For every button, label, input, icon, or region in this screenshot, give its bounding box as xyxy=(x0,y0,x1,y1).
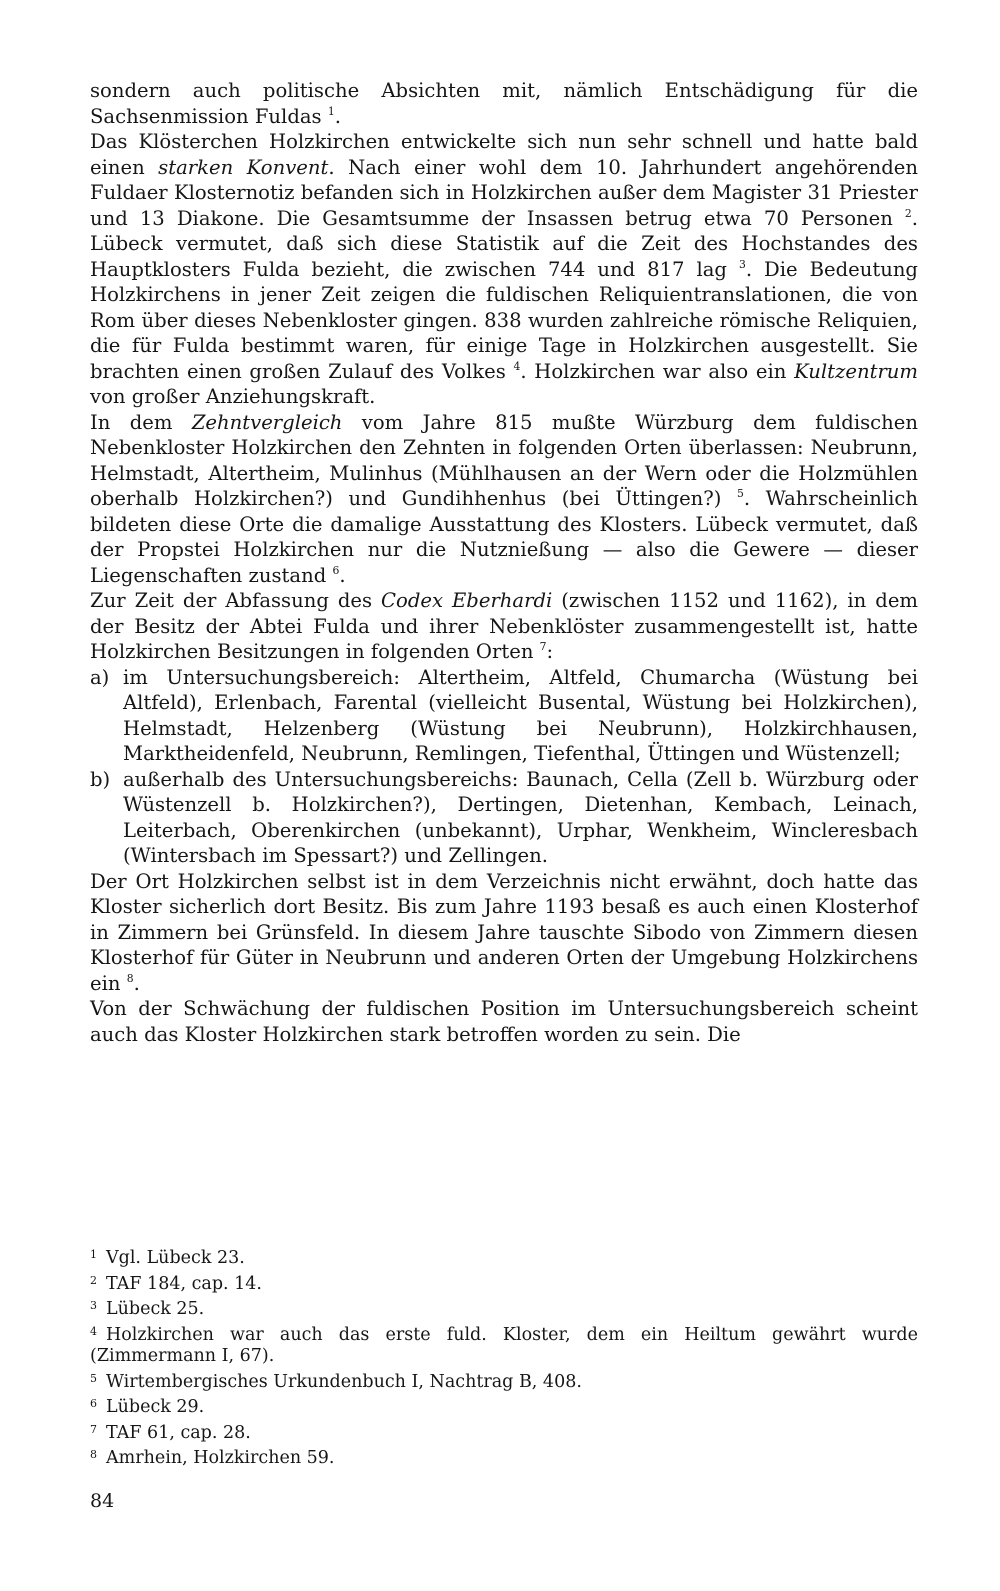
footnote-ref-5: 5 xyxy=(737,486,744,500)
footnote-text: TAF 184, cap. 14. xyxy=(106,1273,262,1294)
footnotes xyxy=(90,1244,918,1470)
list-marker: a) xyxy=(90,665,110,689)
paragraph-1: sondern auch politische Absichten mit, nämlich Entschädigung für die Sachsenmission Fuldas $^1$. xyxy=(90,79,918,128)
page-number: 84 xyxy=(90,1490,115,1512)
footnote-text: Holzkirchen war auch das erste fuld. Kloster, dem ein Heiltum gewährt wurde (Zimmermann I, 67). xyxy=(90,1324,918,1366)
footnote-number: 6 xyxy=(90,1397,97,1410)
footnote xyxy=(90,1368,918,1394)
list-item-text: im Untersuchungsbereich: Altertheim, Altfeld, Chumarcha (Wüstung bei Altfeld), Erlenbach, Farental (vielleicht Busental, Wüstung bei Holzkirchen), Helmstadt, Helzenberg (Wüstung bei Neubrunn), Holzkirchhausen, Marktheidenfeld, Neubrunn, Remlingen, Tiefenthal, Üttingen und Wüstenzell; xyxy=(123,665,918,765)
list-item xyxy=(90,767,918,869)
footnote-ref-7: 7 xyxy=(539,639,547,653)
footnote-text: TAF 61, cap. 28. xyxy=(106,1422,251,1443)
list-item xyxy=(90,665,918,767)
footnote-number: 7 xyxy=(90,1422,97,1436)
footnote xyxy=(90,1393,918,1419)
list-item-text: außerhalb des Untersuchungsbereichs: Baunach, Cella (Zell b. Würzburg oder Wüstenzell b. Holzkirchen?), Dertingen, Dietenhan, Kembach, Leinach, Leiterbach, Oberenkirchen (unbekannt), Urphar, Wenkheim, Wincleresbach (Wintersbach im Spessart?) und Zellingen. xyxy=(123,767,918,867)
footnote xyxy=(90,1444,918,1470)
footnote-ref-3: 3 xyxy=(738,257,746,271)
emphasis-kultzentrum: Kultzentrum xyxy=(794,359,919,383)
footnote-text: Amrhein, Holzkirchen 59. xyxy=(106,1448,335,1468)
paragraph-3: In dem Zehntvergleich vom Jahre 815 mußte Würzburg dem fuldischen Nebenkloster Holzkirchen den Zehnten in folgenden Orten überlassen: Neubrunn, Helmstadt, Altertheim, Mulinhus (Mühlhausen an der Wern oder die Holzmühlen oberhalb Holzkirchen?) und Gundihhenhus (bei Üttingen?) $^5$. Wahrscheinlich bildeten diese Orte die damalige Ausstattung des Klosters. Lübeck vermutet, daß der Propstei Holzkirchen nur die Nutznießung — also die Gewere — dieser Liegenschaften zustand $^6$. xyxy=(90,410,918,587)
footnote xyxy=(90,1244,918,1270)
footnote-ref-8: 8 xyxy=(126,971,134,985)
list-marker: b) xyxy=(90,767,111,791)
footnote xyxy=(90,1419,918,1445)
footnote-text: Lübeck 25. xyxy=(106,1299,205,1319)
emphasis-starken-konvent: starken Konvent xyxy=(158,155,329,179)
emphasis-codex-eberhardi: Codex Eberhardi xyxy=(381,589,553,612)
property-list xyxy=(90,665,918,869)
footnote xyxy=(90,1270,918,1296)
footnote xyxy=(90,1321,918,1368)
paragraph-4: Zur Zeit der Abfassung des Codex Eberhardi (zwischen 1152 und 1162), in dem der Besitz der Abtei Fulda und ihrer Nebenklöster zusammengestellt ist, hatte Holzkirchen Besitzungen in folgenden Orten $^7$: xyxy=(90,589,918,663)
document-page xyxy=(90,78,918,1558)
footnote-ref-4: 4 xyxy=(513,359,521,373)
footnote-number: 8 xyxy=(90,1448,97,1461)
paragraph-6: Von der Schwächung der fuldischen Position im Untersuchungsbereich scheint auch das Kloster Holzkirchen stark betroffen worden zu sein. Die xyxy=(90,997,918,1046)
paragraph-2: Das Klösterchen Holzkirchen entwickelte sich nun sehr schnell und hatte bald einen starken Konvent. Nach einer wohl dem 10. Jahrhundert angehörenden Fuldaer Klosternotiz befanden sich in Holzkirchen außer dem Magister 31 Priester und 13 Diakone. Die Gesamtsumme der Insassen betrug etwa 70 Personen $^2$. Lübeck vermutet, daß sich diese Statistik auf die Zeit des Hochstandes des Hauptklosters Fulda bezieht, die zwischen 744 und 817 lag $^3$. Die Bedeutung Holzkirchens in jener Zeit zeigen die fuldischen Reliquientranslationen, die von Rom über dieses Nebenkloster gingen. 838 wurden zahlreiche römische Reliquien, die für Fulda bestimmt waren, für einige Tage in Holzkirchen ausgestellt. Sie brachten einen großen Zulauf des Volkes $^4$. Holzkirchen war also ein Kultzentrum von großer Anziehungskraft. xyxy=(90,130,919,408)
footnote xyxy=(90,1295,918,1321)
footnote-number: 4 xyxy=(90,1324,97,1338)
footnote-text: Lübeck 29. xyxy=(106,1397,205,1417)
main-text xyxy=(90,78,918,1047)
footnote-number: 3 xyxy=(90,1299,97,1312)
footnote-number: 2 xyxy=(90,1273,97,1287)
emphasis-zehntvergleich: Zehntvergleich xyxy=(191,410,343,434)
footnote-text: Wirtembergisches Urkundenbuch I, Nachtrag B, 408. xyxy=(106,1371,582,1392)
footnote-number: 1 xyxy=(90,1248,97,1261)
footnote-number: 5 xyxy=(90,1371,97,1385)
footnote-text: Vgl. Lübeck 23. xyxy=(106,1248,245,1268)
footnote-ref-6: 6 xyxy=(332,563,340,577)
footnote-ref-2: 2 xyxy=(904,206,912,220)
footnote-ref-1: 1 xyxy=(327,104,335,118)
paragraph-5: Der Ort Holzkirchen selbst ist in dem Verzeichnis nicht erwähnt, doch hatte das Kloster sicherlich dort Besitz. Bis zum Jahre 1193 besaß es auch einen Klosterhof in Zimmern bei Grünsfeld. In diesem Jahre tauschte Sibodo von Zimmern diesen Klosterhof für Güter in Neubrunn und anderen Orten der Umgebung Holzkirchens ein $^8$. xyxy=(90,869,918,995)
